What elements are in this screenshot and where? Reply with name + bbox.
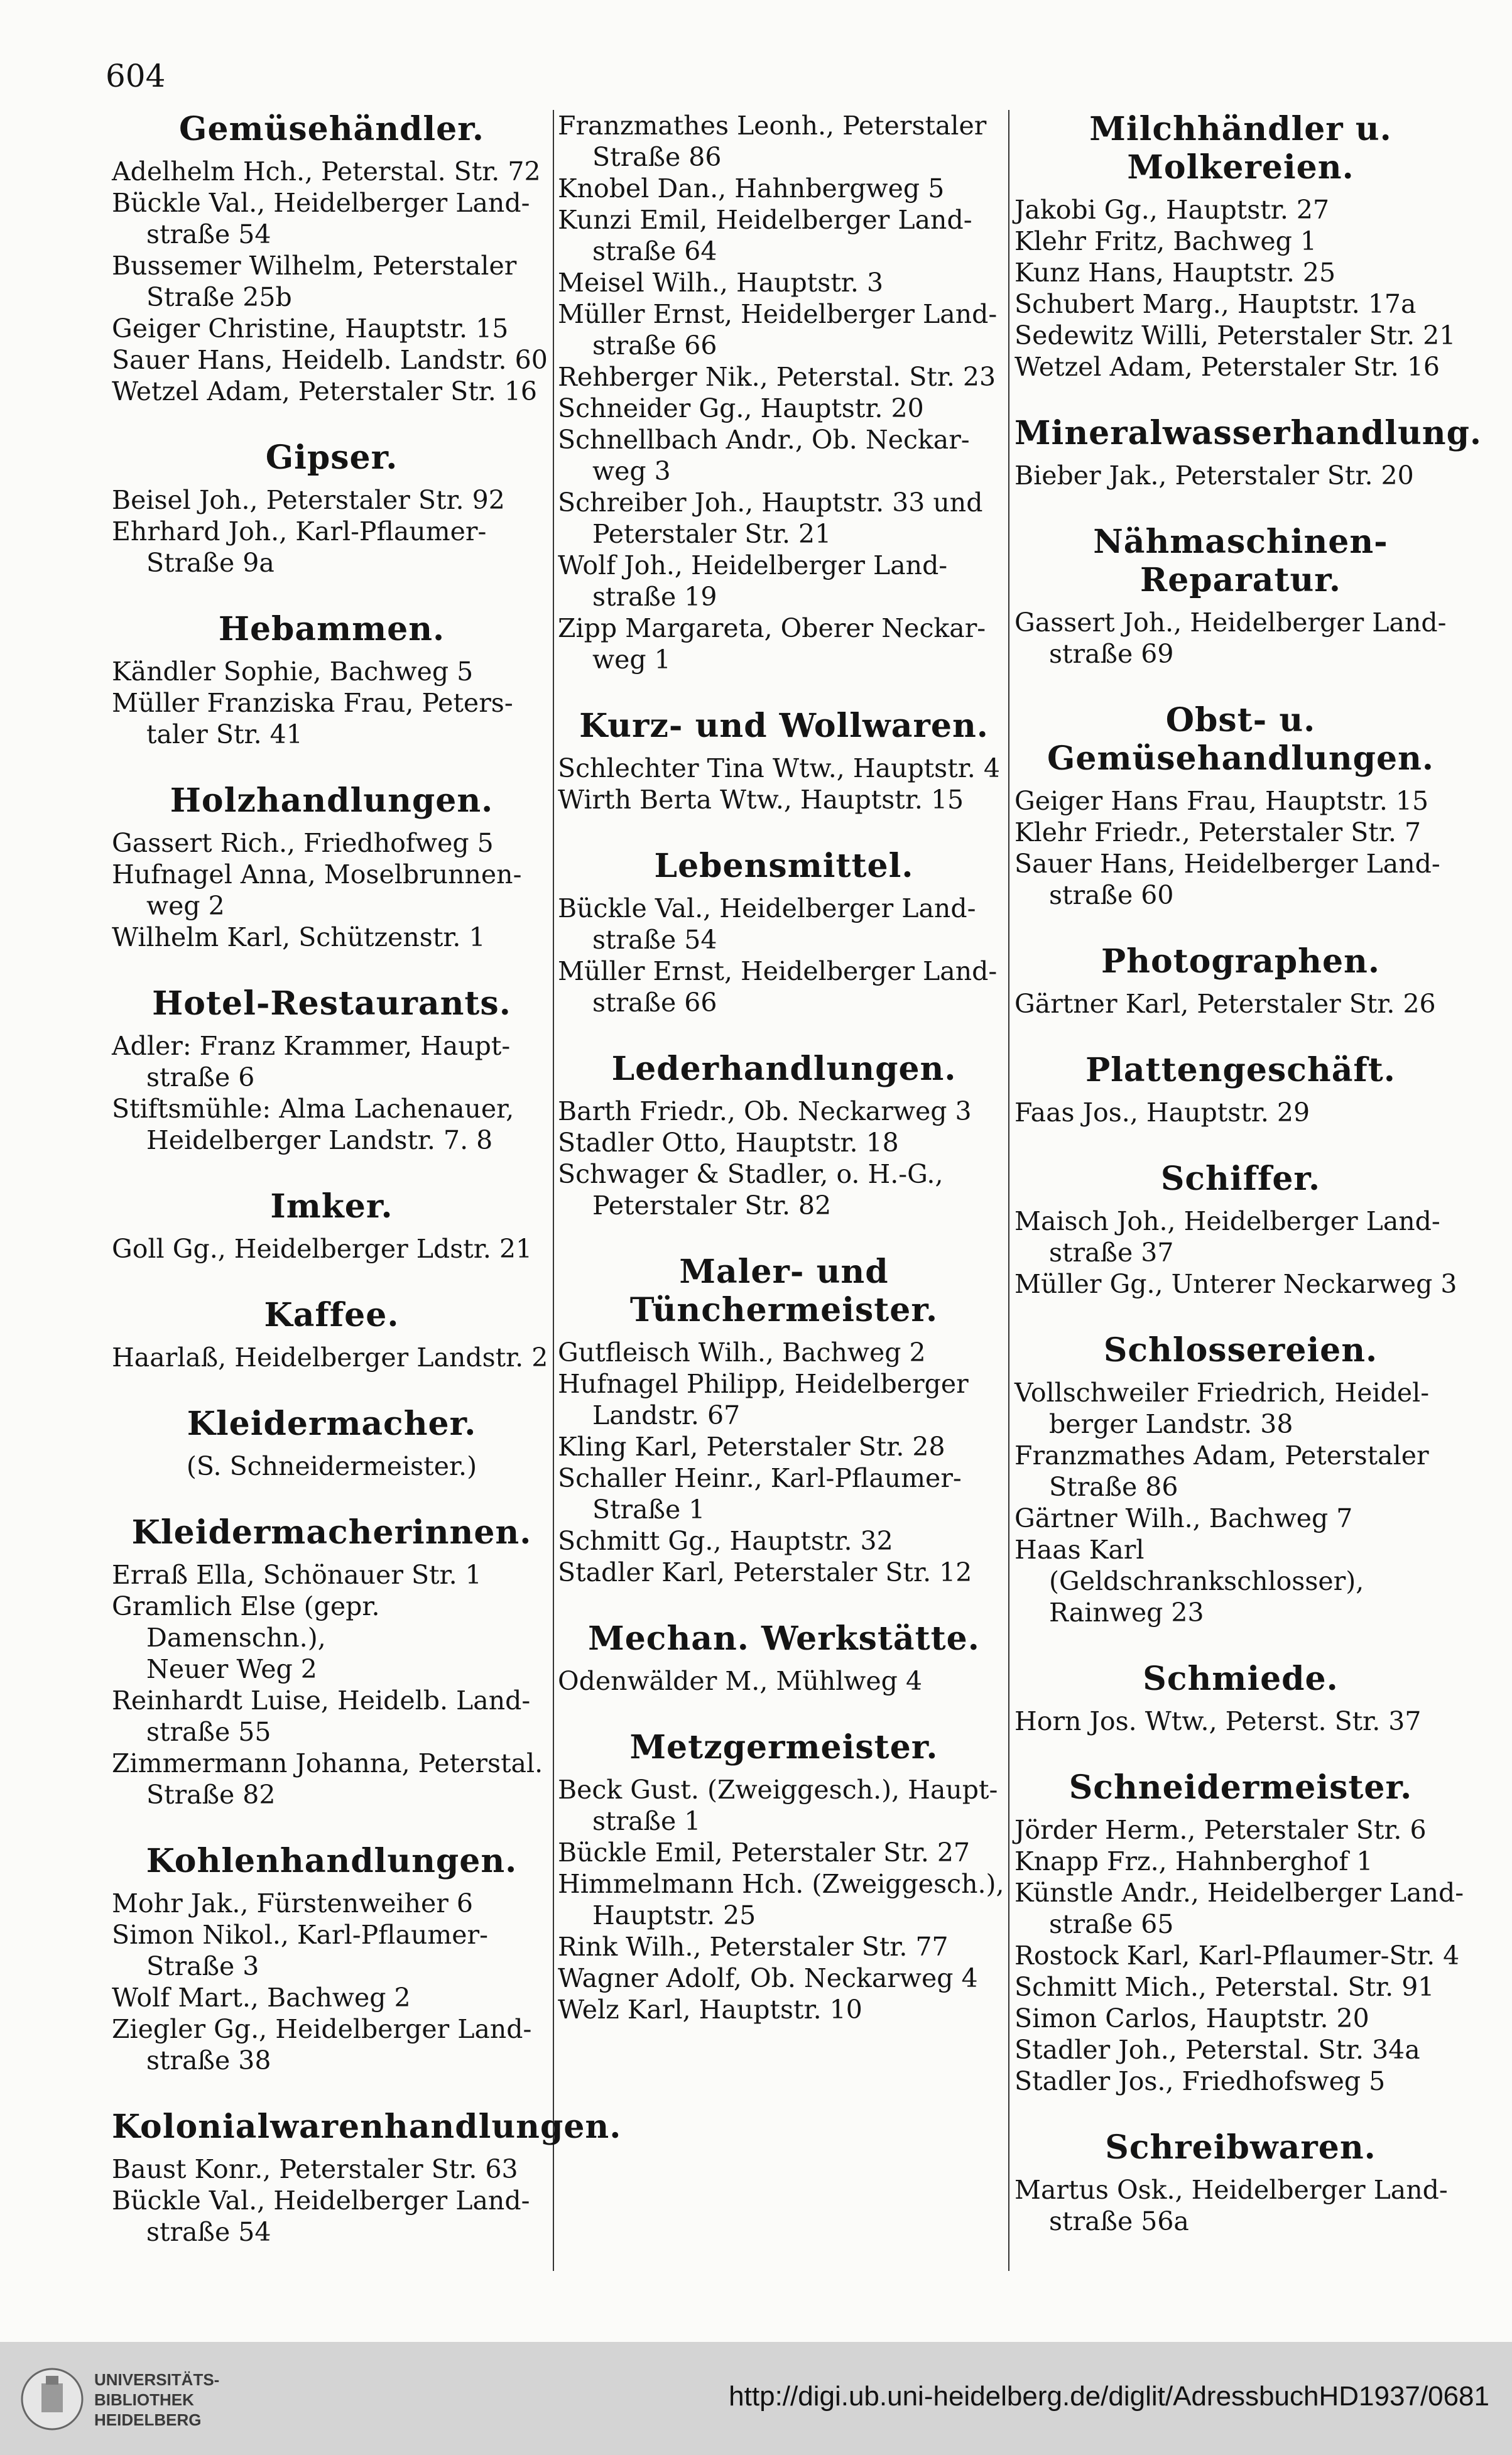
directory-entry: Martus Osk., Heidelberger Land- straße 56a (1014, 2175, 1448, 2236)
directory-entry: Schreiber Joh., Hauptstr. 33 und Peterstaler Str. 21 (558, 487, 983, 549)
directory-entry: Gassert Joh., Heidelberger Land- straße 69 (1014, 607, 1447, 669)
directory-entry: Sauer Hans, Heidelb. Landstr. 60 (112, 345, 548, 375)
directory-entry: Schubert Marg., Hauptstr. 17a (1014, 289, 1417, 319)
directory-entry: Stadler Joh., Peterstal. Str. 34a (1014, 2035, 1420, 2065)
section-heading: Schiffer. (1160, 1160, 1321, 1198)
directory-entry: Kunzi Emil, Heidelberger Land- straße 64 (558, 205, 972, 266)
directory-entry: Simon Nikol., Karl-Pflaumer- Straße 3 (112, 1920, 488, 1981)
section-heading: Kohlenhandlungen. (146, 1842, 518, 1880)
directory-entry: Haas Karl (Geldschrankschlosser), Rainweg 23 (1014, 1535, 1364, 1628)
section-heading: Plattengeschäft. (1085, 1051, 1396, 1089)
directory-entry: Stadler Otto, Hauptstr. 18 (558, 1128, 899, 1158)
directory-entry: Bückle Val., Heidelberger Land- straße 54 (112, 2186, 530, 2247)
directory-entry: Klehr Friedr., Peterstaler Str. 7 (1014, 817, 1422, 847)
directory-entry: Beisel Joh., Peterstaler Str. 92 (112, 485, 505, 515)
directory-entry: Adler: Franz Krammer, Haupt- straße 6 (112, 1031, 511, 1092)
section-heading: Kurz- und Wollwaren. (579, 707, 989, 745)
directory-entry: Geiger Christine, Hauptstr. 15 (112, 313, 509, 344)
directory-entry: Wetzel Adam, Peterstaler Str. 16 (112, 376, 538, 406)
footer-bar (0, 2342, 1512, 2455)
directory-entry: Goll Gg., Heidelberger Ldstr. 21 (112, 1234, 533, 1264)
directory-entry: Müller Franziska Frau, Peters- taler Str. 41 (112, 688, 513, 749)
section-heading: Kleidermacherinnen. (131, 1513, 532, 1552)
directory-entry: Schwager & Stadler, o. H.-G., Peterstaler Str. 82 (558, 1159, 944, 1221)
directory-section (1014, 110, 1467, 383)
directory-entry: Sauer Hans, Heidelberger Land- straße 60 (1014, 849, 1440, 910)
directory-entry: Meisel Wilh., Hauptstr. 3 (558, 268, 884, 298)
directory-entry: Bieber Jak., Peterstaler Str. 20 (1014, 460, 1414, 491)
directory-section (112, 1405, 552, 1482)
section-heading: Maler- und Tünchermeister. (629, 1253, 938, 1329)
directory-entry: Zimmermann Johanna, Peterstal. Straße 82 (112, 1748, 543, 1810)
directory-entry: Knobel Dan., Hahnbergweg 5 (558, 173, 945, 204)
directory-entry: Mohr Jak., Fürstenweiher 6 (112, 1888, 474, 1919)
directory-section (558, 1050, 1010, 1221)
directory-entry: Kändler Sophie, Bachweg 5 (112, 656, 474, 687)
directory-section (112, 1842, 552, 2076)
directory-entry: Schaller Heinr., Karl-Pflaumer- Straße 1 (558, 1463, 962, 1525)
directory-entry: Ziegler Gg., Heidelberger Land- straße 38 (112, 2014, 532, 2076)
directory-entry: Himmelmann Hch. (Zweiggesch.), Hauptstr. 25 (558, 1869, 1004, 1930)
directory-column-2 (558, 110, 1010, 2057)
directory-entry: Beck Gust. (Zweiggesch.), Haupt- straße 1 (558, 1775, 998, 1836)
directory-section (1014, 1160, 1467, 1300)
directory-entry: Reinhardt Luise, Heidelb. Land- straße 55 (112, 1685, 531, 1747)
directory-column-3 (1014, 110, 1482, 2268)
directory-entry: Wolf Joh., Heidelberger Land- straße 19 (558, 550, 948, 612)
directory-entry: Maisch Joh., Heidelberger Land- straße 37 (1014, 1206, 1440, 1268)
directory-entry: Müller Gg., Unterer Neckarweg 3 (1014, 1269, 1457, 1299)
section-heading: Kleidermacher. (187, 1405, 477, 1443)
section-heading: Lederhandlungen. (611, 1050, 957, 1088)
section-heading: Milchhändler u. Molkereien. (1089, 110, 1392, 187)
directory-entry: Gärtner Wilh., Bachweg 7 (1014, 1503, 1353, 1533)
section-heading: Obst- u. Gemüsehandlungen. (1047, 701, 1435, 778)
directory-entry: Odenwälder M., Mühlweg 4 (558, 1666, 923, 1696)
source-url[interactable]: http://digi.ub.uni-heidelberg.de/diglit/AdressbuchHD1937/0681 (729, 2381, 1489, 2412)
library-name-line-1: UNIVERSITÄTS- (94, 2370, 220, 2389)
directory-section (1014, 414, 1482, 491)
section-heading: Schlossereien. (1103, 1331, 1378, 1369)
section-heading: Hebammen. (218, 610, 445, 648)
directory-entry: Gassert Rich., Friedhofweg 5 (112, 828, 494, 858)
directory-entry: Vollschweiler Friedrich, Heidel- berger Landstr. 38 (1014, 1378, 1430, 1439)
directory-entry: Stadler Karl, Peterstaler Str. 12 (558, 1557, 972, 1587)
directory-section (112, 610, 552, 750)
directory-entry: Gramlich Else (gepr. Damenschn.), Neuer Weg 2 (112, 1591, 380, 1684)
directory-entry: Müller Ernst, Heidelberger Land- straße 66 (558, 299, 998, 361)
library-name (94, 2370, 219, 2430)
directory-entry: Schneider Gg., Hauptstr. 20 (558, 393, 924, 423)
directory-entry: Klehr Fritz, Bachweg 1 (1014, 226, 1317, 256)
section-heading: Imker. (270, 1187, 393, 1226)
library-name-line-3: HEIDELBERG (94, 2410, 202, 2429)
section-heading: Mechan. Werkstätte. (588, 1619, 980, 1658)
directory-entry: Stiftsmühle: Alma Lachenauer, Heidelberger Landstr. 7. 8 (112, 1094, 514, 1155)
directory-section (558, 1619, 1010, 1697)
directory-section (558, 847, 1010, 1018)
directory-entry: Wilhelm Karl, Schützenstr. 1 (112, 922, 486, 952)
directory-entry: Geiger Hans Frau, Hauptstr. 15 (1014, 786, 1429, 816)
directory-entry: Erraß Ella, Schönauer Str. 1 (112, 1560, 482, 1590)
directory-section (112, 438, 552, 579)
directory-section (1014, 1051, 1467, 1128)
section-heading: Photographen. (1101, 942, 1380, 981)
directory-section (558, 1728, 1010, 2025)
directory-entry: Rink Wilh., Peterstaler Str. 77 (558, 1932, 949, 1962)
directory-entry: Franzmathes Adam, Peterstaler Straße 86 (1014, 1440, 1429, 1502)
directory-entry: Baust Konr., Peterstaler Str. 63 (112, 2154, 518, 2184)
directory-entry: Welz Karl, Hauptstr. 10 (558, 1995, 862, 2025)
directory-entry: Bückle Val., Heidelberger Land- straße 54 (558, 893, 976, 955)
section-heading: Mineralwasserhandlung. (1014, 414, 1482, 452)
directory-entry: Wirth Berta Wtw., Hauptstr. 15 (558, 785, 964, 815)
directory-section (1014, 701, 1467, 911)
directory-entry: Wagner Adolf, Ob. Neckarweg 4 (558, 1963, 978, 1993)
directory-entry: Wolf Mart., Bachweg 2 (112, 1983, 411, 2013)
section-heading: Gipser. (265, 438, 398, 477)
directory-entry: Jörder Herm., Peterstaler Str. 6 (1014, 1815, 1427, 1845)
column-divider (553, 110, 554, 2271)
directory-entry: Kling Karl, Peterstaler Str. 28 (558, 1432, 945, 1462)
directory-entry: Schmitt Mich., Peterstal. Str. 91 (1014, 1972, 1435, 2002)
directory-entry: Adelhelm Hch., Peterstal. Str. 72 (112, 156, 541, 187)
directory-entry: Jakobi Gg., Hauptstr. 27 (1014, 195, 1330, 225)
directory-entry: Simon Carlos, Hauptstr. 20 (1014, 2003, 1369, 2033)
directory-entry: Faas Jos., Hauptstr. 29 (1014, 1097, 1310, 1128)
directory-section (558, 110, 1010, 675)
section-note: (S. Schneidermeister.) (186, 1451, 477, 1481)
directory-section (1014, 2128, 1467, 2237)
section-heading: Hotel-Restaurants. (152, 984, 511, 1023)
directory-section (1014, 1768, 1467, 2097)
directory-entry: Müller Ernst, Heidelberger Land- straße 66 (558, 956, 998, 1018)
directory-entry: Haarlaß, Heidelberger Landstr. 2 (112, 1342, 548, 1373)
directory-entry: Wetzel Adam, Peterstaler Str. 16 (1014, 352, 1440, 382)
directory-entry: Schlechter Tina Wtw., Hauptstr. 4 (558, 753, 1000, 783)
directory-entry: Bückle Val., Heidelberger Land- straße 54 (112, 188, 530, 249)
directory-entry: Sedewitz Willi, Peterstaler Str. 21 (1014, 320, 1456, 351)
directory-section (1014, 1331, 1467, 1628)
section-heading: Schmiede. (1143, 1660, 1339, 1698)
library-name-line-2: BIBLIOTHEK (94, 2390, 194, 2409)
directory-entry: Bussemer Wilhelm, Peterstaler Straße 25b (112, 251, 517, 312)
directory-section (1014, 1660, 1467, 1737)
directory-section (112, 781, 552, 953)
directory-entry: Kunz Hans, Hauptstr. 25 (1014, 258, 1336, 288)
directory-entry: Hufnagel Anna, Moselbrunnen- weg 2 (112, 859, 522, 921)
directory-entry: Bückle Emil, Peterstaler Str. 27 (558, 1837, 971, 1868)
section-heading: Gemüsehändler. (179, 110, 484, 148)
university-seal-icon (18, 2365, 93, 2434)
directory-entry: Horn Jos. Wtw., Peterst. Str. 37 (1014, 1706, 1422, 1736)
directory-section (1014, 942, 1467, 1020)
directory-entry: Hufnagel Philipp, Heidelberger Landstr. 67 (558, 1369, 969, 1430)
directory-entry: Zipp Margareta, Oberer Neckar- weg 1 (558, 613, 986, 675)
directory-section (112, 1513, 552, 1810)
directory-entry: Rehberger Nik., Peterstal. Str. 23 (558, 362, 996, 392)
directory-entry: Rostock Karl, Karl-Pflaumer-Str. 4 (1014, 1941, 1460, 1971)
section-heading: Metzgermeister. (629, 1728, 938, 1766)
directory-section (1014, 523, 1467, 670)
section-heading: Schneidermeister. (1069, 1768, 1413, 1807)
directory-entry: Schmitt Gg., Hauptstr. 32 (558, 1526, 893, 1556)
directory-section (558, 707, 1010, 815)
section-heading: Schreibwaren. (1105, 2128, 1376, 2167)
directory-section (112, 2108, 622, 2248)
section-heading: Kolonialwarenhandlungen. (112, 2108, 622, 2146)
directory-entry: Franzmathes Leonh., Peterstaler Straße 86 (558, 111, 987, 172)
directory-section (112, 984, 552, 1156)
directory-section (112, 1296, 552, 1373)
directory-entry: Gutfleisch Wilh., Bachweg 2 (558, 1337, 926, 1368)
directory-entry: Schnellbach Andr., Ob. Neckar- weg 3 (558, 425, 970, 486)
directory-entry: Gärtner Karl, Peterstaler Str. 26 (1014, 989, 1436, 1019)
page-number: 604 (106, 58, 166, 94)
directory-entry: Barth Friedr., Ob. Neckarweg 3 (558, 1096, 972, 1126)
directory-section (558, 1253, 1010, 1588)
section-heading: Holzhandlungen. (170, 781, 494, 820)
directory-entry: Ehrhard Joh., Karl-Pflaumer- Straße 9a (112, 516, 487, 578)
directory-column-1 (112, 110, 622, 2279)
directory-section (112, 110, 552, 407)
section-heading: Nähmaschinen-Reparatur. (1093, 523, 1388, 599)
section-heading: Lebensmittel. (654, 847, 914, 885)
directory-section (112, 1187, 552, 1265)
directory-entry: Künstle Andr., Heidelberger Land- straße 65 (1014, 1878, 1464, 1939)
directory-entry: Knapp Frz., Hahnberghof 1 (1014, 1846, 1373, 1876)
directory-entry: Stadler Jos., Friedhofsweg 5 (1014, 2066, 1386, 2096)
section-heading: Kaffee. (264, 1296, 400, 1334)
